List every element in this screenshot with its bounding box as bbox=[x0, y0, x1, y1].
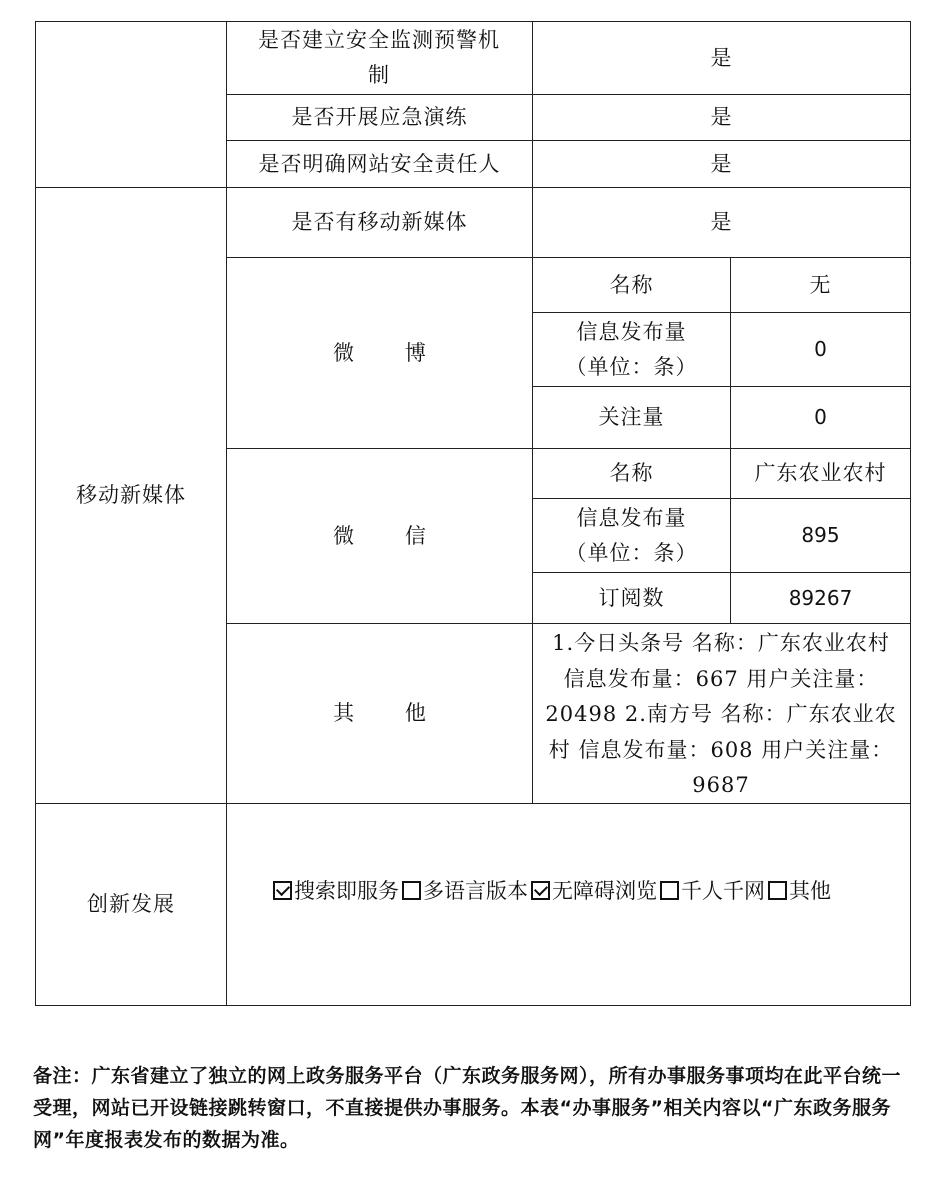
innovation-section-label: 创新发展 bbox=[87, 892, 175, 916]
checkbox-other[interactable] bbox=[768, 881, 787, 900]
monitoring-label: 是否建立安全监测预警机制 bbox=[258, 28, 500, 87]
innovation-options bbox=[270, 870, 910, 910]
wechat-name-value: 广东农业农村 bbox=[754, 461, 887, 485]
checkbox-multilingual[interactable] bbox=[402, 881, 421, 900]
other-platforms-text: 1.今日头条号 名称：广东农业农村 信息发布量：667 用户关注量：20498 2.南方号 名称：广东农业农村 信息发布量：608 用户关注量：9687 bbox=[545, 631, 897, 797]
wechat-posts-value: 895 bbox=[801, 523, 840, 547]
checkbox-search-service[interactable] bbox=[273, 881, 292, 900]
weibo-posts-value: 0 bbox=[814, 337, 827, 361]
option-label: 多语言版本 bbox=[423, 879, 528, 903]
weibo-label: 微 博 bbox=[333, 340, 448, 365]
wechat-name-label: 名称 bbox=[609, 461, 654, 485]
drill-value: 是 bbox=[710, 105, 733, 129]
weibo-name-value: 无 bbox=[809, 272, 832, 297]
weibo-name-label: 名称 bbox=[609, 272, 654, 297]
responsible-value: 是 bbox=[710, 151, 733, 176]
table-border-right bbox=[910, 21, 911, 1006]
mobile-media-section-label: 移动新媒体 bbox=[76, 483, 186, 507]
table-border-bottom bbox=[35, 1005, 911, 1006]
option-label: 千人千网 bbox=[681, 879, 765, 903]
has-mobile-media-value: 是 bbox=[710, 210, 733, 234]
option-label: 无障碍浏览 bbox=[552, 879, 657, 903]
wechat-posts-label: 信息发布量（单位：条） bbox=[565, 505, 698, 565]
wechat-subs-label: 订阅数 bbox=[598, 585, 665, 610]
has-mobile-media-label: 是否有移动新媒体 bbox=[291, 210, 468, 234]
monitoring-value: 是 bbox=[710, 45, 733, 70]
drill-label: 是否开展应急演练 bbox=[291, 105, 468, 129]
footnote: 备注：广东省建立了独立的网上政务服务平台（广东政务服务网），所有办事服务事项均在此平台统一受理，网站已开设链接跳转窗口，不直接提供办事服务。本表“办事服务”相关内容以“广东政务服务网”年度报表发布的数据为准。 bbox=[33, 1065, 902, 1151]
wechat-subs-value: 89267 bbox=[788, 585, 853, 610]
weibo-posts-label: 信息发布量（单位：条） bbox=[565, 319, 698, 379]
option-label: 搜索即服务 bbox=[294, 879, 399, 903]
wechat-label: 微 信 bbox=[333, 523, 448, 548]
other-label: 其 他 bbox=[333, 701, 448, 725]
weibo-followers-label: 关注量 bbox=[598, 405, 665, 429]
weibo-followers-value: 0 bbox=[814, 405, 827, 429]
option-label: 其他 bbox=[789, 879, 831, 903]
responsible-label: 是否明确网站安全责任人 bbox=[258, 151, 501, 176]
checkbox-accessibility[interactable] bbox=[531, 881, 550, 900]
checkbox-personalized[interactable] bbox=[660, 881, 679, 900]
